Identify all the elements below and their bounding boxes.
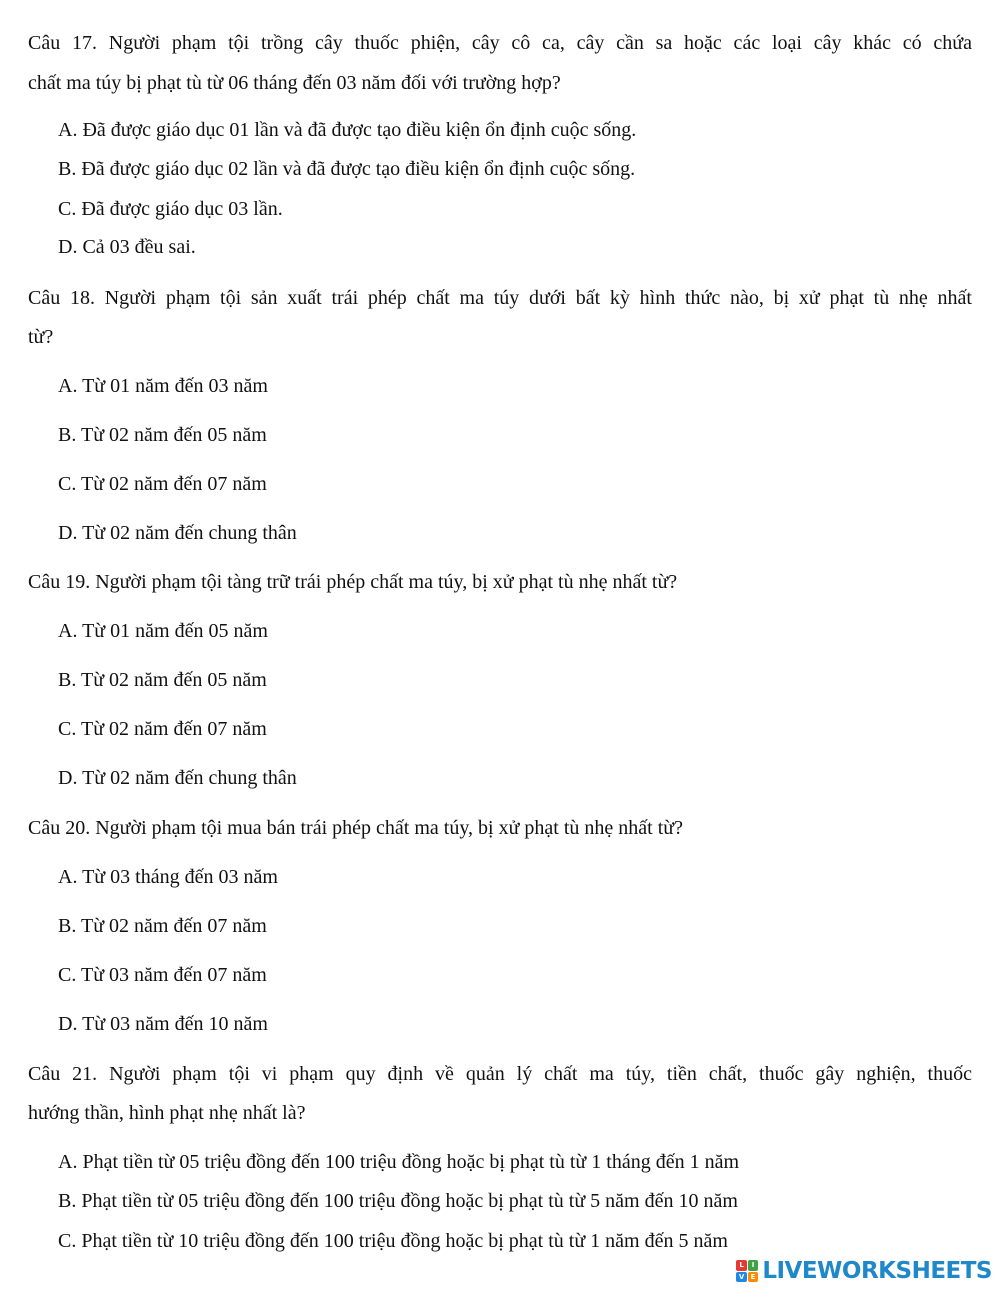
- question-20-option-b[interactable]: B. Từ 02 năm đến 07 năm: [58, 915, 267, 937]
- question-18-text-line-1: Câu 18. Người phạm tội sản xuất trái phép chất ma túy dưới bất kỳ hình thức nào, bị xử phạt tù nhẹ nhất: [28, 287, 972, 309]
- question-19-text-line-1: Câu 19. Người phạm tội tàng trữ trái phép chất ma túy, bị xử phạt tù nhẹ nhất từ?: [28, 571, 678, 593]
- liveworksheets-logo-text: LIVEWORKSHEETS: [762, 1258, 992, 1284]
- question-17-text-line-2: chất ma túy bị phạt tù từ 06 tháng đến 03 năm đối với trường hợp?: [28, 72, 561, 94]
- question-18-option-c[interactable]: C. Từ 02 năm đến 07 năm: [58, 473, 267, 495]
- liveworksheets-logo[interactable]: [736, 1257, 992, 1285]
- question-19-option-c[interactable]: C. Từ 02 năm đến 07 năm: [58, 718, 267, 740]
- question-18-option-b[interactable]: B. Từ 02 năm đến 05 năm: [58, 424, 267, 446]
- logo-mark-v: V: [736, 1272, 747, 1283]
- question-20-option-c[interactable]: C. Từ 03 năm đến 07 năm: [58, 964, 267, 986]
- logo-mark-i: I: [748, 1260, 759, 1271]
- question-17-option-c[interactable]: C. Đã được giáo dục 03 lần.: [58, 198, 283, 220]
- question-17-option-b[interactable]: B. Đã được giáo dục 02 lần và đã được tạo điều kiện ổn định cuộc sống.: [58, 158, 636, 180]
- question-21-option-b[interactable]: B. Phạt tiền từ 05 triệu đồng đến 100 triệu đồng hoặc bị phạt tù từ 5 năm đến 10 năm: [58, 1190, 738, 1212]
- question-21-text-line-2: hướng thần, hình phạt nhẹ nhất là?: [28, 1102, 306, 1124]
- question-18-option-d[interactable]: D. Từ 02 năm đến chung thân: [58, 522, 297, 544]
- question-21-option-c[interactable]: C. Phạt tiền từ 10 triệu đồng đến 100 triệu đồng hoặc bị phạt tù từ 1 năm đến 5 năm: [58, 1230, 728, 1252]
- question-19-option-d[interactable]: D. Từ 02 năm đến chung thân: [58, 767, 297, 789]
- question-21-option-a[interactable]: A. Phạt tiền từ 05 triệu đồng đến 100 triệu đồng hoặc bị phạt tù từ 1 tháng đến 1 năm: [58, 1151, 740, 1173]
- question-17-option-d[interactable]: D. Cả 03 đều sai.: [58, 236, 196, 258]
- question-20-option-a[interactable]: A. Từ 03 tháng đến 03 năm: [58, 866, 278, 888]
- question-19-option-b[interactable]: B. Từ 02 năm đến 05 năm: [58, 669, 267, 691]
- question-18-text-line-2: từ?: [28, 326, 54, 348]
- question-18-option-a[interactable]: A. Từ 01 năm đến 03 năm: [58, 375, 268, 397]
- question-17-text-line-1: Câu 17. Người phạm tội trồng cây thuốc phiện, cây cô ca, cây cần sa hoặc các loại cây khác có chứa: [28, 32, 972, 54]
- question-19-option-a[interactable]: A. Từ 01 năm đến 05 năm: [58, 620, 268, 642]
- question-20-option-d[interactable]: D. Từ 03 năm đến 10 năm: [58, 1013, 268, 1035]
- question-21-text-line-1: Câu 21. Người phạm tội vi phạm quy định về quản lý chất ma túy, tiền chất, thuốc gây nghiện, thuốc: [28, 1063, 972, 1085]
- logo-mark-l: L: [736, 1260, 747, 1271]
- question-20-text-line-1: Câu 20. Người phạm tội mua bán trái phép chất ma túy, bị xử phạt tù nhẹ nhất từ?: [28, 817, 683, 839]
- liveworksheets-logo-icon: [736, 1260, 758, 1282]
- logo-mark-e: E: [748, 1272, 759, 1283]
- question-17-option-a[interactable]: A. Đã được giáo dục 01 lần và đã được tạo điều kiện ổn định cuộc sống.: [58, 119, 637, 141]
